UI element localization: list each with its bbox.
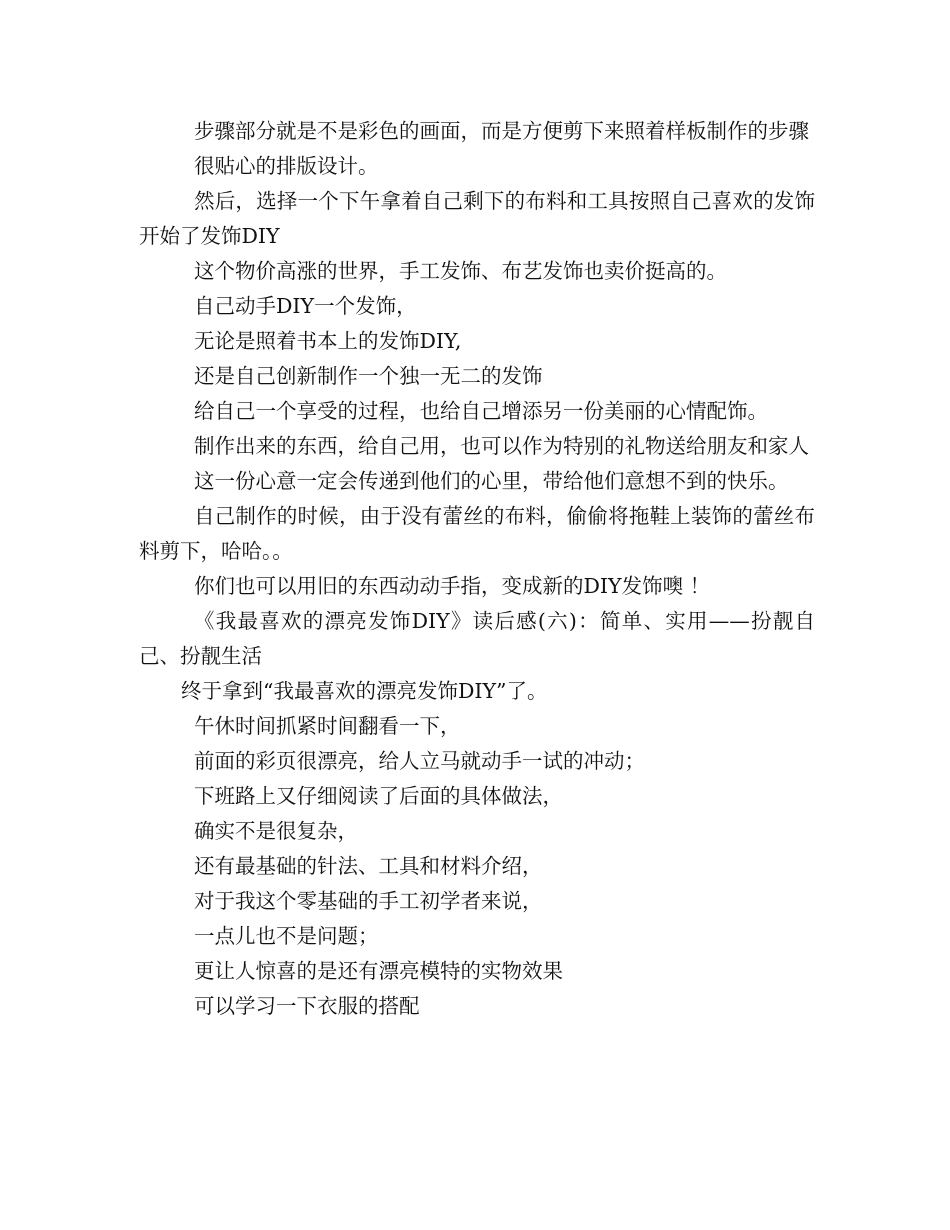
paragraph: 前面的彩页很漂亮，给人立马就动手一试的冲动； bbox=[194, 749, 645, 773]
paragraph: 无论是照着书本上的发饰DIY, bbox=[194, 329, 462, 353]
paragraph: 很贴心的排版设计。 bbox=[194, 154, 379, 178]
paragraph: 自己动手DIY一个发饰， bbox=[194, 294, 417, 318]
paragraph: 确实不是很复杂， bbox=[194, 819, 358, 843]
section-heading-paragraph: 《我最喜欢的漂亮发饰DIY》读后感(六)：简单、实用——扮靓自己、扮靓生活 bbox=[139, 609, 815, 668]
paragraph: 一点儿也不是问题； bbox=[194, 924, 379, 948]
paragraph: 终于拿到“我最喜欢的漂亮发饰DIY”了。 bbox=[181, 679, 548, 703]
paragraph: 步骤部分就是不是彩色的画面，而是方便剪下来照着样板制作的步骤 bbox=[194, 119, 809, 143]
paragraph: 自己制作的时候，由于没有蕾丝的布料，偷偷将拖鞋上装饰的蕾丝布料剪下，哈哈。。 bbox=[139, 504, 815, 563]
paragraph: 可以学习一下衣服的搭配 bbox=[194, 994, 420, 1018]
paragraph: 还有最基础的针法、工具和材料介绍， bbox=[194, 854, 543, 878]
paragraph: 对于我这个零基础的手工初学者来说， bbox=[194, 889, 543, 913]
paragraph: 你们也可以用旧的东西动动手指，变成新的DIY发饰噢 ！ bbox=[194, 574, 711, 598]
paragraph: 给自己一个享受的过程，也给自己增添另一份美丽的心情配饰。 bbox=[194, 399, 768, 423]
paragraph: 还是自己创新制作一个独一无二的发饰 bbox=[194, 364, 543, 388]
paragraph: 制作出来的东西，给自己用，也可以作为特别的礼物送给朋友和家人 bbox=[194, 434, 809, 458]
paragraph: 这个物价高涨的世界，手工发饰、布艺发饰也卖价挺高的。 bbox=[194, 259, 727, 283]
paragraph: 这一份心意一定会传递到他们的心里，带给他们意想不到的快乐。 bbox=[194, 469, 789, 493]
paragraph: 然后，选择一个下午拿着自己剩下的布料和工具按照自己喜欢的发饰开始了发饰DIY bbox=[139, 189, 815, 248]
document-body bbox=[139, 114, 815, 1024]
paragraph: 下班路上又仔细阅读了后面的具体做法， bbox=[194, 784, 563, 808]
paragraph: 午休时间抓紧时间翻看一下， bbox=[194, 714, 461, 738]
paragraph: 更让人惊喜的是还有漂亮模特的实物效果 bbox=[194, 959, 563, 983]
